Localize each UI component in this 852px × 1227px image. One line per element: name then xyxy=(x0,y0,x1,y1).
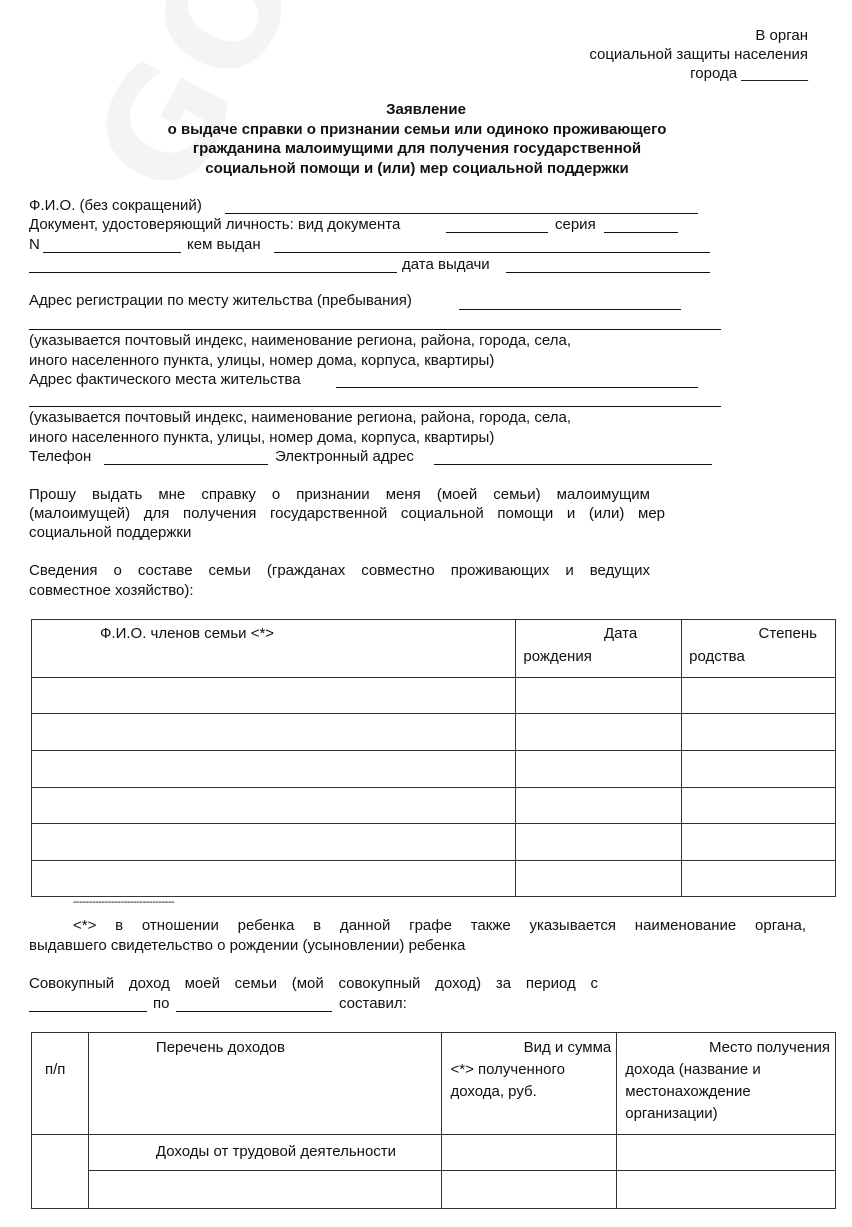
table-cell[interactable] xyxy=(617,1171,836,1209)
reg-address-hint-1: (указывается почтовый индекс, наименование региона, района, города, села, xyxy=(29,332,571,349)
income-header-type-3: дохода, руб. xyxy=(450,1083,537,1100)
footnote-line-2: выдавшего свидетельство о рождении (усыновлении) ребенка xyxy=(29,937,466,954)
issued-by-label: кем выдан xyxy=(187,236,261,253)
family-header-dob-2: рождения xyxy=(523,648,592,665)
table-cell[interactable] xyxy=(516,714,682,751)
fio-field[interactable] xyxy=(225,213,698,214)
family-header-relation-2: родства xyxy=(689,648,745,665)
addressee-line-3: города ________ xyxy=(690,65,808,82)
number-label: N xyxy=(29,236,40,253)
income-header-type-1: Вид и сумма xyxy=(523,1039,612,1056)
table-cell[interactable] xyxy=(32,861,516,897)
family-header-dob-cell xyxy=(516,620,682,678)
table-cell[interactable] xyxy=(516,751,682,788)
income-header-place-2: дохода (название и xyxy=(625,1061,761,1078)
table-cell[interactable] xyxy=(442,1171,617,1209)
table-cell[interactable] xyxy=(516,861,682,897)
family-header-fio: Ф.И.О. членов семьи <*> xyxy=(100,625,275,642)
table-row xyxy=(32,751,836,788)
table-cell[interactable] xyxy=(32,824,516,861)
table-cell[interactable] xyxy=(682,751,836,788)
table-cell[interactable] xyxy=(32,788,516,824)
family-header-relation-cell xyxy=(682,620,836,678)
table-row xyxy=(32,1171,836,1209)
income-header-place-4: организации) xyxy=(625,1105,718,1122)
footnote-separator: -------------------------------- xyxy=(73,896,175,908)
table-row xyxy=(32,861,836,897)
family-table-header xyxy=(32,620,836,678)
number-field[interactable] xyxy=(43,252,181,253)
income-header-place-1: Место получения xyxy=(708,1039,830,1056)
income-header-list-cell xyxy=(88,1033,442,1135)
fact-address-hint-2: иного населенного пункта, улицы, номер дома, корпуса, квартиры) xyxy=(29,429,495,446)
table-cell[interactable] xyxy=(516,678,682,714)
reg-address-hint-2: иного населенного пункта, улицы, номер дома, корпуса, квартиры) xyxy=(29,352,495,369)
income-header-place-3: местонахождение xyxy=(625,1083,751,1100)
table-cell[interactable] xyxy=(682,861,836,897)
table-row xyxy=(32,788,836,824)
table-cell[interactable] xyxy=(32,678,516,714)
family-header-dob-1: Дата xyxy=(603,625,638,642)
income-line-1: Совокупный доход моей семьи (мой совокупный доход) за период с xyxy=(29,975,598,992)
issued-by-field[interactable] xyxy=(274,252,710,253)
income-header-type-cell xyxy=(442,1033,617,1135)
series-field[interactable] xyxy=(604,232,678,233)
reg-address-field-continued[interactable] xyxy=(29,329,721,330)
table-cell[interactable] xyxy=(88,1171,442,1209)
addressee-line-2: социальной защиты населения xyxy=(589,46,808,63)
phone-field[interactable] xyxy=(104,464,268,465)
table-cell[interactable] xyxy=(516,788,682,824)
id-doc-label: Документ, удостоверяющий личность: вид документа xyxy=(29,216,401,233)
footnote-line-1: <*> в отношении ребенка в данной графе также указывается наименование органа, xyxy=(73,917,806,934)
table-cell[interactable] xyxy=(32,1135,89,1209)
family-header-relation-1: Степень xyxy=(758,625,817,642)
reg-address-label: Адрес регистрации по месту жительства (пребывания) xyxy=(29,292,412,309)
fact-address-field-continued[interactable] xyxy=(29,406,721,407)
fact-address-field[interactable] xyxy=(336,387,698,388)
id-doc-type-field[interactable] xyxy=(446,232,548,233)
title-line-2: о выдаче справки о признании семьи или одиноко проживающего xyxy=(167,121,667,138)
table-cell[interactable] xyxy=(682,788,836,824)
email-label: Электронный адрес xyxy=(275,448,414,465)
table-cell[interactable] xyxy=(617,1135,836,1171)
request-line-1: Прошу выдать мне справку о признании меня (моей семьи) малоимущим xyxy=(29,486,650,503)
request-line-2: (малоимущей) для получения государственной социальной помощи и (или) мер xyxy=(29,505,665,522)
table-cell[interactable] xyxy=(32,751,516,788)
income-header-number: п/п xyxy=(45,1061,66,1078)
fact-address-label: Адрес фактического места жительства xyxy=(29,371,301,388)
family-intro-line-1: Сведения о составе семьи (гражданах совместно проживающих и ведущих xyxy=(29,562,650,579)
income-header-list: Перечень доходов xyxy=(155,1039,285,1056)
table-cell[interactable] xyxy=(682,678,836,714)
table-row xyxy=(32,678,836,714)
email-field[interactable] xyxy=(434,464,712,465)
table-cell[interactable] xyxy=(682,824,836,861)
income-to-field[interactable] xyxy=(176,1011,332,1012)
income-row-labor-cell xyxy=(88,1135,442,1171)
title-line-3: гражданина малоимущими для получения государственной xyxy=(192,140,642,157)
income-header-number-cell xyxy=(32,1033,89,1135)
request-line-3: социальной поддержки xyxy=(29,524,192,541)
table-cell[interactable] xyxy=(516,824,682,861)
table-row xyxy=(32,714,836,751)
title-line-4: социальной помощи и (или) мер социальной поддержки xyxy=(205,160,629,177)
phone-label: Телефон xyxy=(29,448,92,465)
series-label: серия xyxy=(555,216,596,233)
issue-date-label: дата выдачи xyxy=(402,256,490,273)
issue-date-field[interactable] xyxy=(506,272,710,273)
income-table-header xyxy=(32,1033,836,1135)
income-made-label: составил: xyxy=(339,995,407,1012)
title-line-1: Заявление xyxy=(386,101,466,118)
family-table xyxy=(31,619,836,897)
table-cell[interactable] xyxy=(682,714,836,751)
family-header-fio-cell xyxy=(32,620,516,678)
table-row xyxy=(32,1135,836,1171)
addressee-line-1: В орган xyxy=(755,27,808,44)
income-to-label: по xyxy=(153,995,170,1012)
income-table xyxy=(31,1032,836,1209)
reg-address-field[interactable] xyxy=(459,309,681,310)
table-cell[interactable] xyxy=(442,1135,617,1171)
issued-by-field-continued[interactable] xyxy=(29,272,397,273)
income-header-place-cell xyxy=(617,1033,836,1135)
table-row xyxy=(32,824,836,861)
fact-address-hint-1: (указывается почтовый индекс, наименование региона, района, города, села, xyxy=(29,409,571,426)
income-from-field[interactable] xyxy=(29,1011,147,1012)
fio-label: Ф.И.О. (без сокращений) xyxy=(29,197,202,214)
table-cell[interactable] xyxy=(32,714,516,751)
income-header-type-2: <*> полученного xyxy=(450,1061,565,1078)
family-intro-line-2: совместное хозяйство): xyxy=(29,582,194,599)
income-row-labor: Доходы от трудовой деятельности xyxy=(155,1143,397,1160)
